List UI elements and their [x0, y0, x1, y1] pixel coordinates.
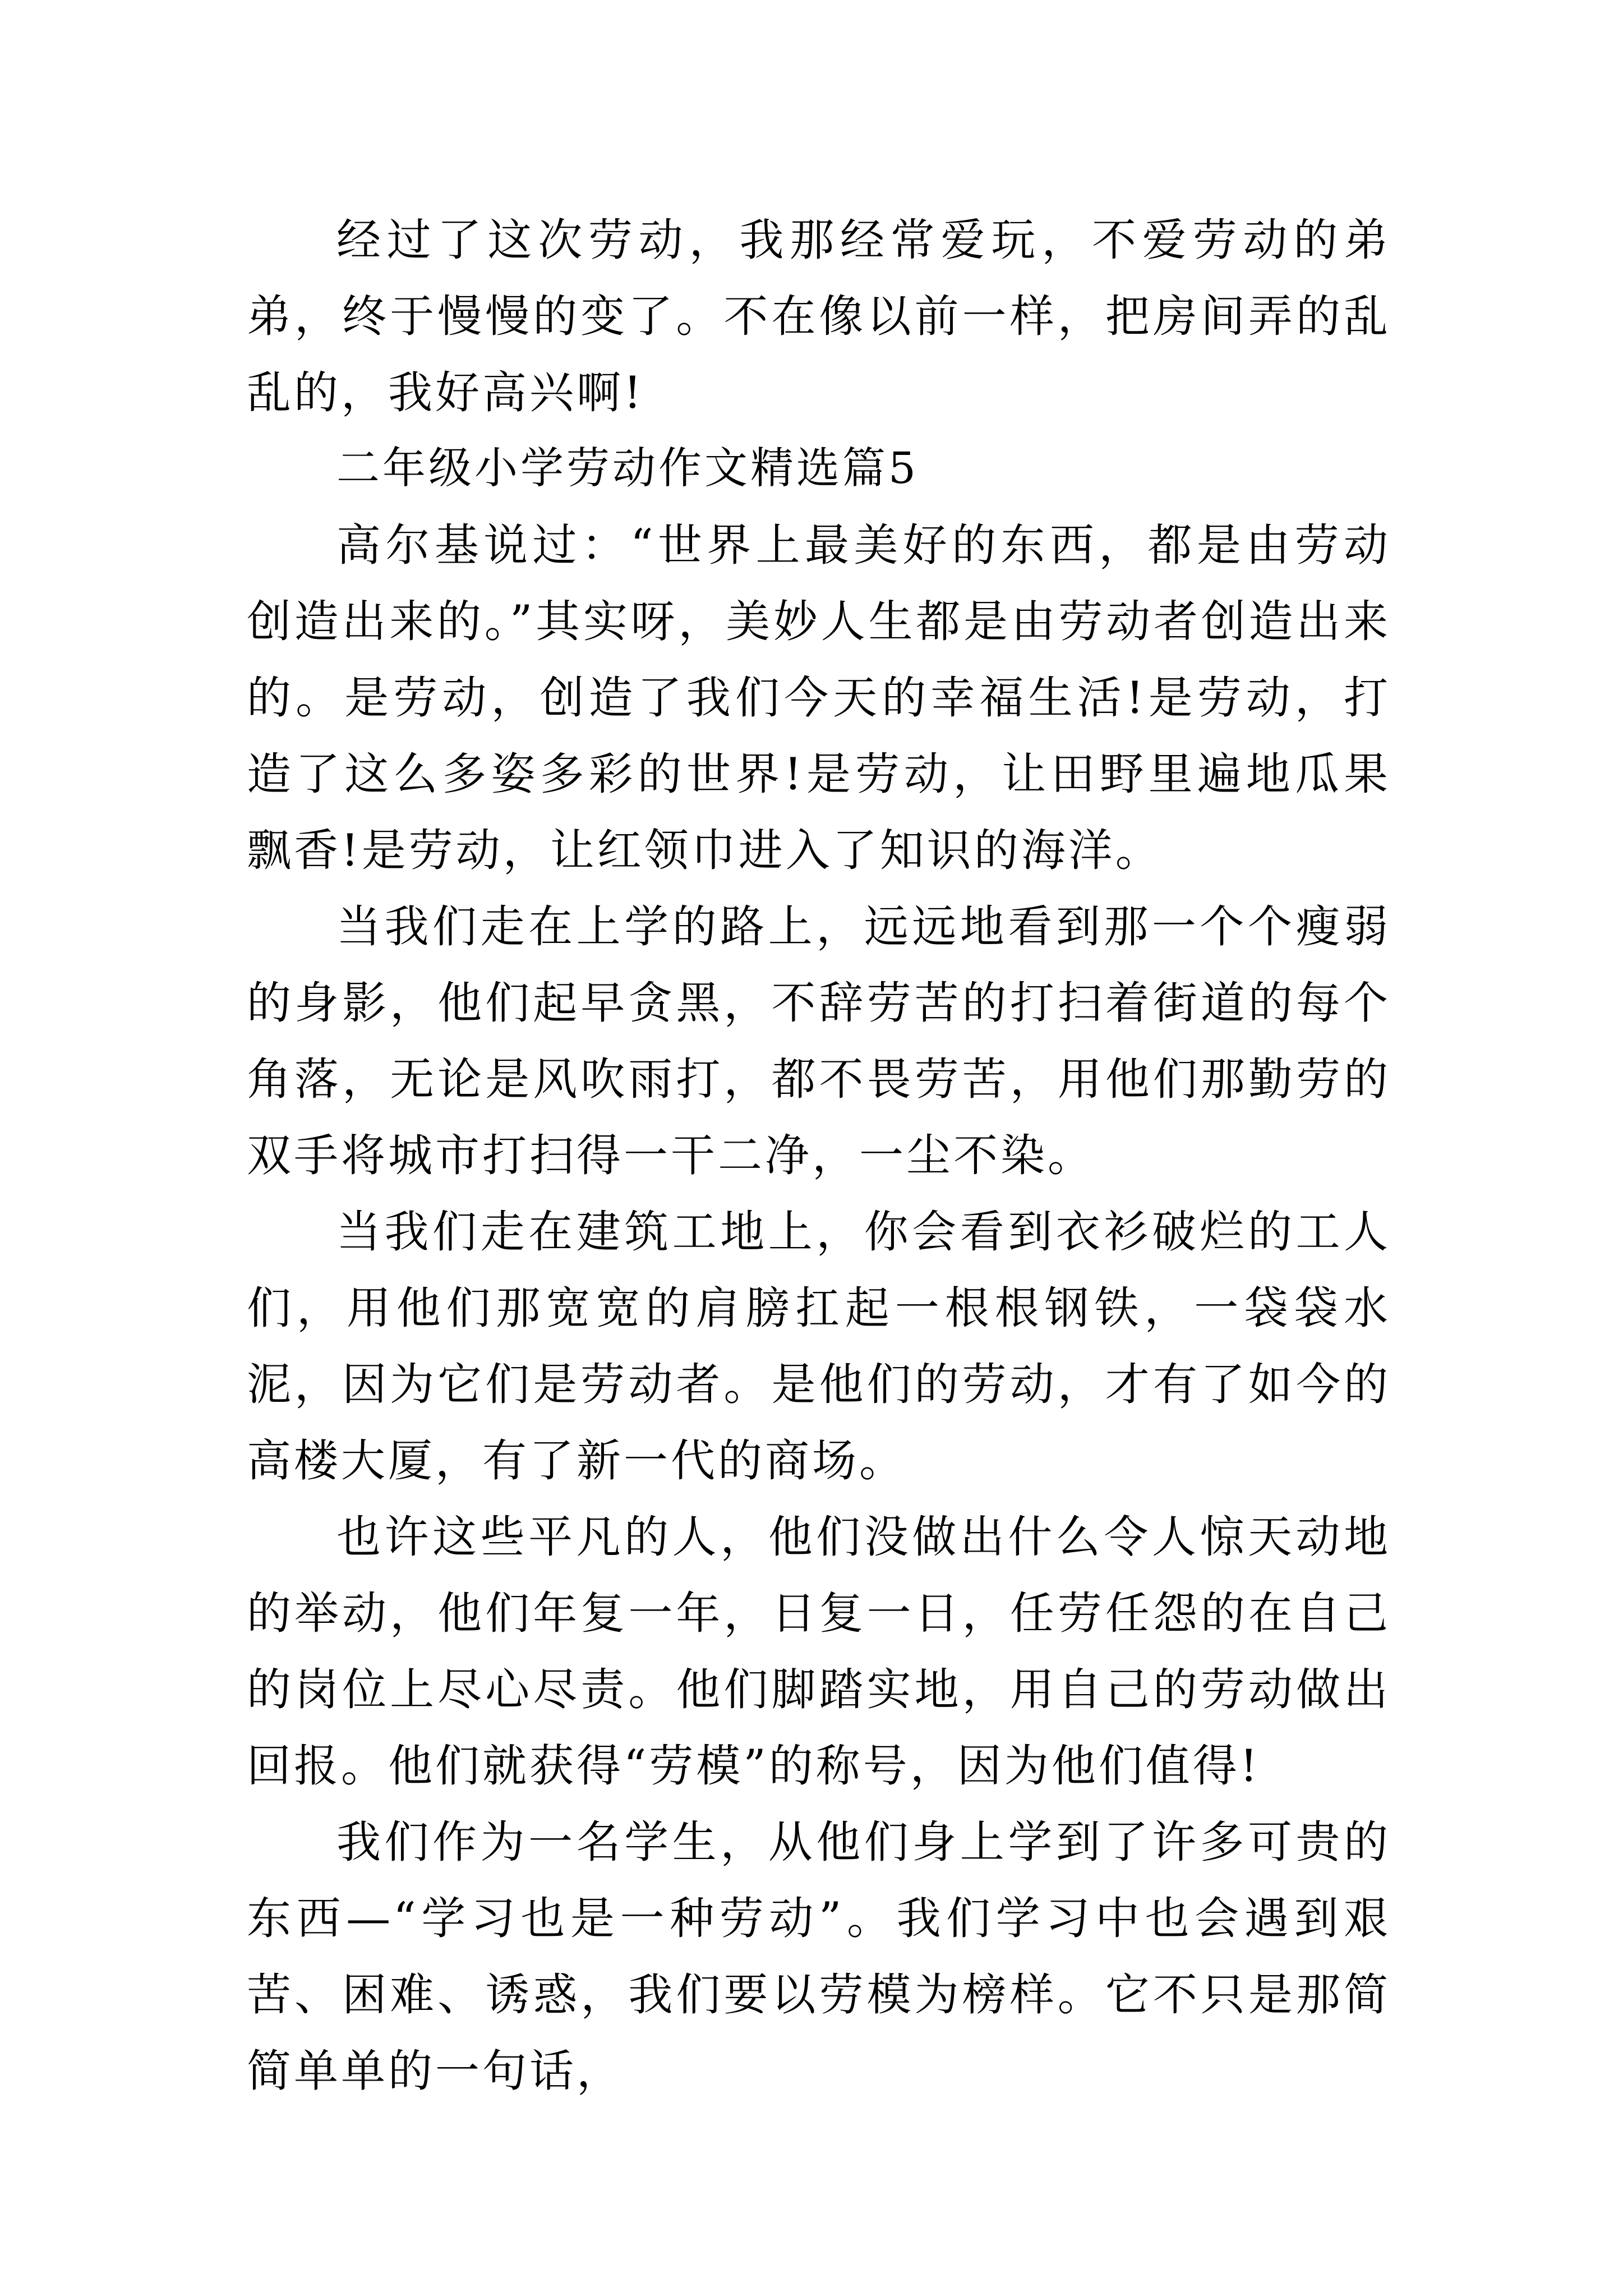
section-heading: 二年级小学劳动作文精选篇5	[336, 444, 919, 494]
paragraph-students: 我们作为一名学生，从他们身上学到了许多可贵的东西—“学习也是一种劳动”。我们学习中也会遇到艰苦、困难、诱惑，我们要以劳模为榜样。它不只是那简简单单的一句话，	[247, 1816, 1391, 2097]
paragraph-construction-workers: 当我们走在建筑工地上，你会看到衣衫破烂的工人们，用他们那宽宽的肩膀扛起一根根钢铁，一袋袋水泥，因为它们是劳动者。是他们的劳动，才有了如今的高楼大厦，有了新一代的商场。	[247, 1206, 1391, 1487]
paragraph-gorky-quote: 高尔基说过：“世界上最美好的东西，都是由劳动创造出来的。”其实呀，美妙人生都是由劳动者创造出来的。是劳动，创造了我们今天的幸福生活!是劳动，打造了这么多姿多彩的世界!是劳动，让田野里遍地瓜果飘香!是劳动，让红领巾进入了知识的海洋。	[247, 519, 1391, 876]
paragraph-ordinary-people: 也许这些平凡的人，他们没做出什么令人惊天动地的举动，他们年复一年，日复一日，任劳任怨的在自己的岗位上尽心尽责。他们脚踏实地，用自己的劳动做出回报。他们就获得“劳模”的称号，因为他们值得!	[247, 1511, 1391, 1792]
paragraph-intro: 经过了这次劳动，我那经常爱玩，不爱劳动的弟弟，终于慢慢的变了。不在像以前一样，把房间弄的乱乱的，我好高兴啊!	[247, 214, 1391, 418]
paragraph-street-cleaners: 当我们走在上学的路上，远远地看到那一个个瘦弱的身影，他们起早贪黑，不辞劳苦的打扫着街道的每个角落，无论是风吹雨打，都不畏劳苦，用他们那勤劳的双手将城市打扫得一干二净，一尘不染。	[247, 901, 1391, 1181]
document-page	[247, 202, 1391, 2109]
